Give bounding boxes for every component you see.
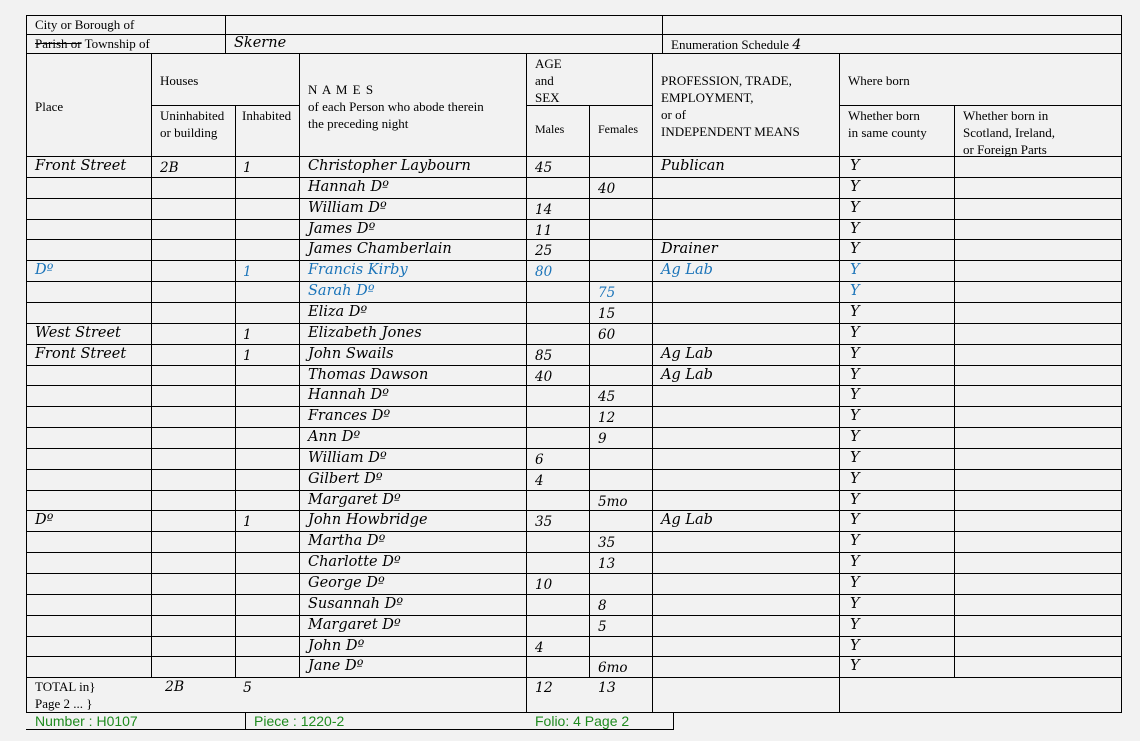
cell-same-county: Y <box>850 512 860 528</box>
col-inhabited: Inhabited <box>242 108 292 123</box>
cell-inhabited: 1 <box>243 514 252 530</box>
grid-line <box>235 105 236 678</box>
cell-female: 9 <box>598 431 607 447</box>
township-value: Skerne <box>234 35 287 51</box>
cell-female: 15 <box>598 306 616 322</box>
cell-same-county: Y <box>850 638 860 654</box>
total-uninhabited: 2B <box>165 679 185 695</box>
cell-same-county: Y <box>850 596 860 612</box>
cell-female: 12 <box>598 410 616 426</box>
col-females: Females <box>598 122 638 136</box>
cell-name: John Dº <box>308 638 365 654</box>
grid-line <box>245 712 246 730</box>
total-females: 13 <box>598 680 616 696</box>
cell-name: Ann Dº <box>308 429 361 445</box>
total-label-2: Page 2 ... } <box>35 696 93 711</box>
grid-line <box>26 34 1122 35</box>
grid-line <box>662 15 663 54</box>
grid-line <box>26 198 1122 199</box>
cell-inhabited: 1 <box>243 160 252 176</box>
cell-same-county: Y <box>850 617 860 633</box>
cell-same-county: Y <box>850 325 860 341</box>
grid-line <box>26 594 1122 595</box>
cell-same-county: Y <box>850 304 860 320</box>
col-age-2: and <box>535 73 554 88</box>
cell-male: 11 <box>535 223 553 239</box>
parish-label-struck: Parish or <box>35 36 82 51</box>
cell-profession: Drainer <box>661 241 718 257</box>
cell-female: 45 <box>598 389 616 405</box>
footer-piece: Piece : 1220-2 <box>254 713 345 729</box>
cell-name: Susannah Dº <box>308 596 404 612</box>
cell-same-county: Y <box>850 262 860 278</box>
cell-name: Hannah Dº <box>308 179 390 195</box>
cell-name: Margaret Dº <box>308 617 401 633</box>
cell-profession: Ag Lab <box>661 512 713 528</box>
cell-same-county: Y <box>850 658 860 674</box>
cell-female: 60 <box>598 327 616 343</box>
cell-female: 75 <box>598 285 616 301</box>
cell-female: 8 <box>598 598 607 614</box>
cell-name: Charlotte Dº <box>308 554 401 570</box>
grid-line <box>954 105 955 678</box>
cell-profession: Ag Lab <box>661 346 713 362</box>
grid-line <box>26 531 1122 532</box>
cell-name: John Swails <box>308 346 394 362</box>
cell-same-county: Y <box>850 200 860 216</box>
cell-same-county: Y <box>850 471 860 487</box>
cell-same-county: Y <box>850 575 860 591</box>
total-males: 12 <box>535 680 553 696</box>
cell-place: Dº <box>35 512 54 528</box>
footer-folio: Folio: 4 Page 2 <box>535 713 630 729</box>
col-names-1: N A M E S <box>308 82 375 97</box>
grid-line <box>26 656 1122 657</box>
col-profession-4: INDEPENDENT MEANS <box>661 124 800 139</box>
cell-name: James Chamberlain <box>308 241 452 257</box>
cell-inhabited: 1 <box>243 327 252 343</box>
cell-male: 10 <box>535 577 553 593</box>
col-age-1: AGE <box>535 56 562 71</box>
enum-label: Enumeration Schedule <box>671 37 790 52</box>
cell-name: Martha Dº <box>308 533 386 549</box>
col-same-county-1: Whether born <box>848 108 920 123</box>
grid-line <box>26 427 1122 428</box>
col-foreign-2: Scotland, Ireland, <box>963 125 1056 140</box>
cell-name: William Dº <box>308 450 387 466</box>
grid-line <box>26 469 1122 470</box>
cell-name: Hannah Dº <box>308 387 390 403</box>
grid-line <box>26 677 1122 678</box>
cell-male: 35 <box>535 514 553 530</box>
cell-uninhabited: 2B <box>160 160 179 176</box>
city-label: City or Borough of <box>35 17 135 32</box>
grid-line <box>1121 15 1122 713</box>
cell-same-county: Y <box>850 241 860 257</box>
cell-name: Thomas Dawson <box>308 367 429 383</box>
cell-same-county: Y <box>850 221 860 237</box>
col-houses: Houses <box>160 73 199 88</box>
grid-line <box>26 490 1122 491</box>
cell-place: Dº <box>35 262 54 278</box>
grid-line <box>26 53 1122 54</box>
township-label: Township of <box>81 36 150 51</box>
grid-line <box>26 177 1122 178</box>
cell-inhabited: 1 <box>243 264 252 280</box>
grid-line <box>26 302 1122 303</box>
cell-male: 40 <box>535 369 553 385</box>
cell-name: James Dº <box>308 221 376 237</box>
grid-line <box>26 15 27 713</box>
cell-same-county: Y <box>850 450 860 466</box>
cell-same-county: Y <box>850 158 860 174</box>
cell-name: Elizabeth Jones <box>308 325 422 341</box>
grid-line <box>26 260 1122 261</box>
grid-line <box>26 406 1122 407</box>
grid-line <box>26 636 1122 637</box>
cell-name: Eliza Dº <box>308 304 368 320</box>
cell-female: 5 <box>598 619 607 635</box>
cell-profession: Ag Lab <box>661 262 713 278</box>
grid-line <box>26 615 1122 616</box>
col-profession-1: PROFESSION, TRADE, <box>661 73 792 88</box>
cell-inhabited: 1 <box>243 348 252 364</box>
grid-line <box>26 156 1122 157</box>
col-males: Males <box>535 122 565 136</box>
grid-line <box>26 239 1122 240</box>
grid-line <box>26 385 1122 386</box>
grid-line <box>26 323 1122 324</box>
cell-female: 13 <box>598 556 616 572</box>
cell-same-county: Y <box>850 554 860 570</box>
cell-female: 40 <box>598 181 616 197</box>
cell-same-county: Y <box>850 492 860 508</box>
grid-line <box>26 552 1122 553</box>
col-profession-3: or of <box>661 107 686 122</box>
grid-line <box>26 281 1122 282</box>
cell-male: 6 <box>535 452 544 468</box>
cell-name: Sarah Dº <box>308 283 375 299</box>
cell-place: West Street <box>35 325 121 341</box>
grid-line <box>26 365 1122 366</box>
cell-same-county: Y <box>850 387 860 403</box>
grid-line <box>652 53 653 713</box>
col-where-born: Where born <box>848 73 910 88</box>
cell-male: 45 <box>535 160 553 176</box>
cell-male: 14 <box>535 202 553 218</box>
cell-same-county: Y <box>850 346 860 362</box>
cell-male: 4 <box>535 473 544 489</box>
grid-line <box>26 729 674 730</box>
cell-same-county: Y <box>850 179 860 195</box>
cell-name: Margaret Dº <box>308 492 401 508</box>
cell-name: Jane Dº <box>308 658 364 674</box>
col-age-3: SEX <box>535 90 560 105</box>
col-profession-2: EMPLOYMENT, <box>661 90 754 105</box>
col-foreign-1: Whether born in <box>963 108 1049 123</box>
grid-line <box>225 15 226 54</box>
cell-place: Front Street <box>35 346 127 362</box>
grid-line <box>839 677 840 713</box>
cell-name: George Dº <box>308 575 385 591</box>
col-uninhabited-1: Uninhabited <box>160 108 225 123</box>
cell-male: 25 <box>535 243 553 259</box>
col-same-county-2: in same county <box>848 125 927 140</box>
grid-line <box>589 105 590 678</box>
cell-same-county: Y <box>850 408 860 424</box>
grid-line <box>26 219 1122 220</box>
cell-female: 6mo <box>598 660 628 676</box>
cell-same-county: Y <box>850 283 860 299</box>
cell-same-county: Y <box>850 367 860 383</box>
cell-name: William Dº <box>308 200 387 216</box>
grid-line <box>26 510 1122 511</box>
cell-profession: Ag Lab <box>661 367 713 383</box>
col-names-2: of each Person who abode therein <box>308 99 484 114</box>
col-place: Place <box>35 99 64 114</box>
col-names-3: the preceding night <box>308 116 409 131</box>
col-foreign-3: or Foreign Parts <box>963 142 1047 157</box>
cell-profession: Publican <box>661 158 725 174</box>
total-inhabited: 5 <box>243 680 252 696</box>
total-label-1: TOTAL in} <box>35 679 96 694</box>
cell-male: 80 <box>535 264 553 280</box>
footer-number: Number : H0107 <box>35 713 138 729</box>
cell-name: John Howbridge <box>308 512 428 528</box>
cell-place: Front Street <box>35 158 127 174</box>
grid-line <box>26 573 1122 574</box>
cell-name: Gilbert Dº <box>308 471 383 487</box>
enumeration-schedule <box>671 36 801 54</box>
cell-name: Christopher Laybourn <box>308 158 471 174</box>
grid-line <box>151 105 300 106</box>
grid-line <box>26 448 1122 449</box>
cell-name: Frances Dº <box>308 408 391 424</box>
cell-male: 85 <box>535 348 553 364</box>
cell-name: Francis Kirby <box>308 262 408 278</box>
cell-male: 4 <box>535 640 544 656</box>
cell-female: 35 <box>598 535 616 551</box>
grid-line <box>673 712 674 730</box>
cell-female: 5mo <box>598 494 628 510</box>
grid-line <box>839 105 1122 106</box>
grid-line <box>526 53 527 713</box>
grid-line <box>26 344 1122 345</box>
col-uninhabited-2: or building <box>160 125 218 140</box>
cell-same-county: Y <box>850 533 860 549</box>
cell-same-county: Y <box>850 429 860 445</box>
enum-value: 4 <box>792 37 802 53</box>
grid-line <box>26 15 1122 16</box>
parish-township-label <box>35 35 150 52</box>
